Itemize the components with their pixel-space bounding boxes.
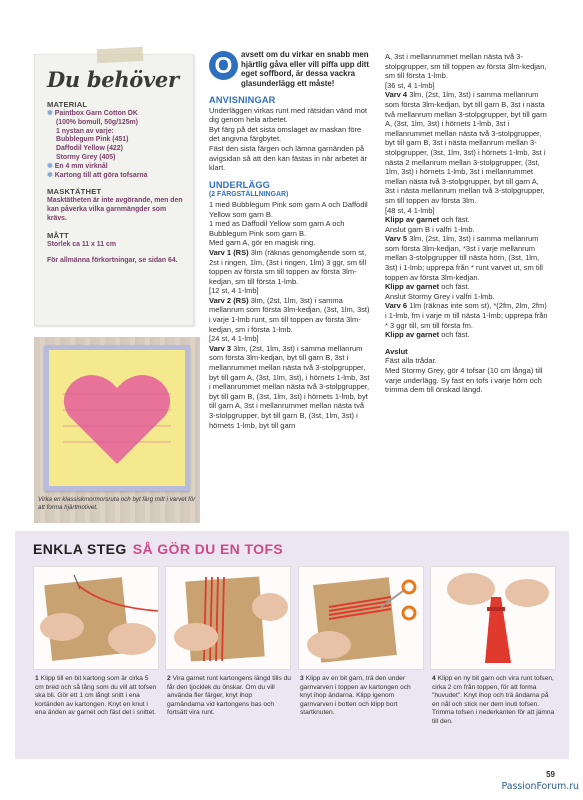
step-1-image bbox=[33, 566, 159, 670]
photo-caption: Virka en klassiskmormorsruta och byt färg mitt i varvet för att forma hjärtmotivet. bbox=[38, 496, 196, 511]
round-4-count: [48 st, 4 1-lmb] bbox=[385, 205, 435, 215]
round-6: Varv 6 1lm (räknas inte som st), *(2fm, 2lm, 2fm) i 1-lmb, fm i varje m till nästa 1-lmb; upprepa från * 3 ggr till, sm till första fm. bbox=[385, 301, 548, 330]
tassel-icon bbox=[431, 567, 555, 669]
tape-decoration bbox=[97, 47, 144, 63]
cut-yarn-note: Klipp av garnet och fäst. bbox=[385, 282, 470, 292]
cut-yarn-note: Klipp av garnet och fäst. bbox=[385, 330, 470, 340]
abbreviations-text: För allmänna förkortningar, se sidan 64. bbox=[47, 256, 178, 264]
paragraph: Underläggen virkas runt med rätsidan vänd mot dig genom hela arbetet. bbox=[209, 105, 367, 125]
cut-yarn-note: Klipp av garnet och fäst. bbox=[385, 215, 470, 225]
step-3-text: 3 Klipp av en bit garn, trä den under garnvarven i toppen av kartongen och knyt ihop ändarna. Klipp igenom garnvarven i botten och klipp bort startknuten. bbox=[300, 675, 411, 717]
round-1-count: [12 st, 4 1-lmb] bbox=[209, 286, 259, 296]
tassel-steps-box bbox=[15, 531, 569, 759]
paragraph: Fäst alla trådar. bbox=[385, 356, 437, 366]
granny-square-image bbox=[44, 345, 190, 491]
paragraph: 1 med as Daffodil Yellow som garn A och Bubblegum Pink som garn B. bbox=[209, 219, 345, 238]
step-4-image bbox=[430, 566, 556, 670]
material-line: Stormy Grey (405) bbox=[56, 153, 116, 161]
material-line: (100% bomull, 50g/125m) bbox=[56, 118, 138, 126]
star-bullet-icon: ✽ bbox=[47, 171, 53, 179]
material-heading: MATERIAL bbox=[47, 100, 88, 109]
size-heading: MÅTT bbox=[47, 230, 69, 240]
step-4-text: 4 Klipp en ny bit garn och vira runt tofsen, cirka 2 cm från toppen, för att forma "huvudet". Knyt ihop och trä ändarna på en nål och stick ner dem inuti tofsen. Trimma tofsen i nederkanten för att jämna till den. bbox=[432, 675, 555, 725]
step-2-text: 2 Vira garnet runt kartongens längd tills du får den tjocklek du önskar. Om du vill använda fler färger, knyt ihop garnändarna vid kartongens bas och fortsätt vira runt. bbox=[167, 675, 291, 717]
round-3: Varv 3 3lm, (2st, 1lm, 3st) i samma mellanrum som första 3lm-kedjan, byt till garn B, 3st i mellanrummet mellan nästa två 3-stolpgrupper, byt till garn A, (3st, 1lm, 3st), i hörnets 1-lmb, 3st i mellanrummet mellan nästa två 3-stolpgrupper, byt till garn B, (3st, 1lm, 3st) i hörnets 1-lmb, byt till garn A, 3st i mellanrummet mellan nästa två 3-stolpgrupper, byt till garn B, (3st, 1lm, 3st) i hörnets 1-lmb, byt till garn bbox=[209, 343, 370, 430]
material-line: Bubblegum Pink (451) bbox=[56, 136, 129, 144]
instructions-column-2 bbox=[385, 52, 549, 395]
star-bullet-icon: ✽ bbox=[47, 162, 53, 170]
steps-title: ENKLA STEG SÅ GÖR DU EN TOFS bbox=[33, 541, 284, 557]
watermark: PassionForum.ru bbox=[501, 781, 579, 792]
round-1: Varv 1 (RS) 3lm (räknas genomgående som st, 2st i ringen, 1lm, (3st i ringen, 1lm) 3 ggr, sm till toppen av första sm till toppen av första 3lm-kedjan, sm till första 1-lmb. bbox=[209, 247, 367, 286]
instructions-column-1 bbox=[209, 50, 371, 430]
step-3-image bbox=[298, 566, 424, 670]
join-stormy-grey: Anslut Stormy Grey i valfri 1-lmb. bbox=[385, 291, 495, 301]
material-line: ✽ Paintbox Garn Cotton DK bbox=[47, 110, 138, 117]
step-1-text: 1 Klipp till en bit kartong som är cirka 5 cm bred och så lång som du vill att tofsen ska bli. Gör ett 1 cm långt snitt i ena kortänden av kartongen. Knyt en knut i ena änden av garnet och fäst det i snittet. bbox=[35, 675, 157, 717]
heart-motif-icon bbox=[63, 370, 171, 466]
paragraph: Byt färg på det sista omslaget av maskan före det angivna färgbytet. bbox=[209, 124, 362, 144]
material-line: Daffodil Yellow (422) bbox=[56, 145, 123, 153]
round-3-continued: A, 3st i mellanrummet mellan nästa två 3-stolpgrupper, sm till toppen av första 3lm-kedjan, sm till första 1-lmb. bbox=[385, 52, 547, 81]
materials-card bbox=[34, 54, 194, 326]
drop-cap: O bbox=[209, 51, 238, 80]
paragraph: Med garn A, gör en magisk ring. bbox=[209, 238, 316, 248]
star-bullet-icon: ✽ bbox=[47, 110, 53, 117]
heading-anvisningar: ANVISNINGAR bbox=[209, 95, 276, 105]
intro-text: avsett om du virkar en snabb men hjärtlig gåva eller vill piffa upp ditt eget soffbord, är dessa vackra glasunderlägg ett måste! bbox=[241, 50, 370, 88]
round-4: Varv 4 3lm, (2st, 1lm, 3st) i samma mellanrum som första 3lm-kedjan, byt till garn B, 3st i nästa två mellanrum mellan 3-stolpgrupper, byt till garn A, (3st, 1lm, 3st) i hörnets 1-lmb, 3st i mellanrummet mellan nästa två 3-stolpgrupper, byt till garn B, 3st i nästa mellanrum mellan 3-stolpgrupper, (3st, 1lm, 3st) i hörnets 1-lmb, 3st i nästa 2 mellanrum mellan 3-stolpgrupper, (3st, 1lm, 3st) i hörnets 1-lmb, 3st i mellanrummet mellan nästa två 3-stolpgrupper, byt till garn A, 3st i nästa mellanrum mellan två 3-stolpgrupper, sm till toppen av första 3lm. bbox=[385, 90, 547, 205]
coaster-photo bbox=[34, 337, 200, 523]
round-5: Varv 5 3lm, (2st, 1lm, 3st) i samma mellanrum som första 3lm-kedjan, *3st i varje mellanrum mellan 3-stolpgrupper till nästa hörn, (3st, 1lm, 3st) i 1-lmb; upprepa från * runt varvet ut, sm till toppen av första 3lm-kedjan. bbox=[385, 234, 543, 282]
paragraph: Fäst den sista färgen och lämna garnänden på avigsidan så att den kan fästas in när arbetet är klart. bbox=[209, 143, 368, 173]
finishing-heading: Avslut bbox=[385, 346, 408, 356]
wrapping-yarn-icon bbox=[166, 567, 290, 669]
join-yarn-b: Anslut garn B i valfri 1-lmb. bbox=[385, 224, 475, 234]
heading-underlagg: UNDERLÄGG bbox=[209, 179, 271, 190]
material-line: ✽ Kartong till att göra tofsarna bbox=[47, 171, 148, 179]
round-3-count: [36 st, 4 1-lmb] bbox=[385, 80, 435, 90]
paragraph: 1 med Bubblegum Pink som garn A och Daffodil Yellow som garn B. bbox=[209, 199, 368, 219]
material-line: ✽ En 4 mm virknål bbox=[47, 162, 108, 170]
material-line: 1 nystan av varje: bbox=[56, 127, 114, 135]
subheading-color-options: (2 FÄRGSTÄLLNINGAR) bbox=[209, 191, 289, 199]
paragraph: Med Stormy Grey, gör 4 tofsar (10 cm långa) till varje underlägg. Sy fast en tofs i varje hörn och trimma dem till önskad längd. bbox=[385, 366, 543, 395]
gauge-heading: MASKTÄTHET bbox=[47, 187, 102, 197]
round-2: Varv 2 (RS) 3lm, (2st, 1lm, 3st) i samma mellanrum som första 3lm-kedjan, (3st, 1lm, 3st) i varje 1-lmb runt, sm till toppen av första 3lm-kedjan, sm i första 1-lmb. bbox=[209, 295, 370, 334]
gauge-text: Masktätheten är inte avgörande, men den kan påverka vilka garnmängder som krävs. bbox=[47, 197, 183, 222]
round-2-count: [24 st, 4 1-lmb] bbox=[209, 334, 259, 344]
card-title: Du behöver bbox=[47, 67, 179, 92]
page-number: 59 bbox=[546, 770, 555, 779]
cardboard-icon bbox=[34, 567, 158, 669]
step-2-image bbox=[165, 566, 291, 670]
size-text: Storlek ca 11 x 11 cm bbox=[47, 240, 116, 248]
cutting-yarn-icon bbox=[299, 567, 423, 669]
